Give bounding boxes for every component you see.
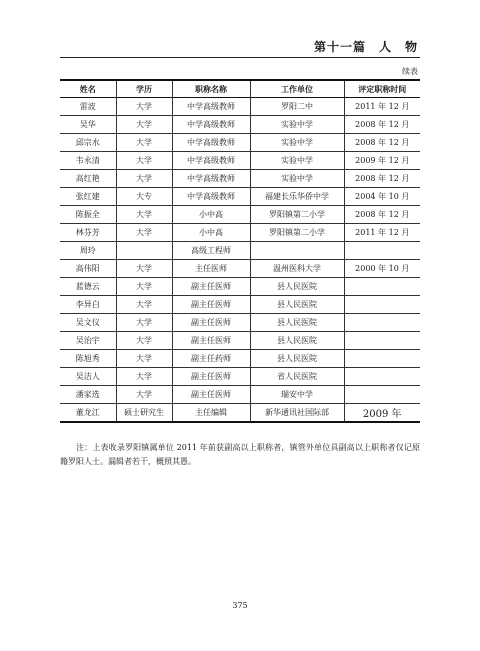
column-header-employer: 工作单位 xyxy=(250,80,344,98)
cell-employer: 实验中学 xyxy=(250,152,344,170)
cell-employer: 实验中学 xyxy=(250,134,344,152)
cell-education: 大学 xyxy=(116,224,172,242)
cell-name: 吴治宇 xyxy=(60,332,116,350)
table-row xyxy=(60,152,420,170)
table-row xyxy=(60,134,420,152)
table-row xyxy=(60,314,420,332)
cell-education: 大学 xyxy=(116,386,172,404)
cell-name: 高伟阳 xyxy=(60,260,116,278)
cell-education: 大学 xyxy=(116,296,172,314)
cell-name: 陈振全 xyxy=(60,206,116,224)
cell-name: 雷波 xyxy=(60,98,116,116)
cell-title: 副主任医师 xyxy=(172,332,250,350)
cell-title: 中学高级教师 xyxy=(172,116,250,134)
cell-date xyxy=(344,350,420,368)
cell-title: 中学高级教师 xyxy=(172,152,250,170)
cell-education: 硕士研究生 xyxy=(116,404,172,423)
cell-employer: 实验中学 xyxy=(250,170,344,188)
cell-name: 吴文仪 xyxy=(60,314,116,332)
cell-date: 2011 年 12 月 xyxy=(344,98,420,116)
cell-name: 陈旭秀 xyxy=(60,350,116,368)
continued-label: 续表 xyxy=(402,67,418,76)
table-row xyxy=(60,116,420,134)
cell-name: 林芬芳 xyxy=(60,224,116,242)
cell-date: 2008 年 12 月 xyxy=(344,206,420,224)
personnel-table xyxy=(60,79,420,423)
cell-education xyxy=(116,242,172,260)
cell-date: 2008 年 12 月 xyxy=(344,116,420,134)
cell-education: 大学 xyxy=(116,170,172,188)
cell-employer: 瑞安中学 xyxy=(250,386,344,404)
cell-name: 周玲 xyxy=(60,242,116,260)
cell-date: 2000 年 10 月 xyxy=(344,260,420,278)
table-row xyxy=(60,242,420,260)
cell-name: 邱宗水 xyxy=(60,134,116,152)
table-row xyxy=(60,224,420,242)
cell-education: 大专 xyxy=(116,188,172,206)
column-header-education: 学历 xyxy=(116,80,172,98)
cell-education: 大学 xyxy=(116,152,172,170)
cell-education: 大学 xyxy=(116,206,172,224)
cell-name: 张红建 xyxy=(60,188,116,206)
table-row xyxy=(60,206,420,224)
table-row xyxy=(60,98,420,116)
cell-date: 2009 年 12 月 xyxy=(344,152,420,170)
cell-title: 小中高 xyxy=(172,224,250,242)
cell-date: 2004 年 10 月 xyxy=(344,188,420,206)
cell-title: 主任医师 xyxy=(172,260,250,278)
column-header-date: 评定职称时间 xyxy=(344,80,420,98)
cell-date xyxy=(344,296,420,314)
cell-title: 高级工程师 xyxy=(172,242,250,260)
cell-title: 副主任医师 xyxy=(172,296,250,314)
table-row xyxy=(60,170,420,188)
cell-name: 潘家选 xyxy=(60,386,116,404)
table-row xyxy=(60,260,420,278)
cell-title: 副主任医师 xyxy=(172,386,250,404)
cell-date xyxy=(344,368,420,386)
cell-name: 高红艳 xyxy=(60,170,116,188)
cell-date xyxy=(344,386,420,404)
chapter-title: 第十一篇 人 物 xyxy=(313,40,418,54)
cell-employer: 县人民医院 xyxy=(250,332,344,350)
cell-date xyxy=(344,332,420,350)
cell-date xyxy=(344,314,420,332)
cell-employer: 温州医科大学 xyxy=(250,260,344,278)
cell-title: 中学高级教师 xyxy=(172,188,250,206)
cell-education: 大学 xyxy=(116,350,172,368)
table-header-row xyxy=(60,80,420,98)
cell-name: 李异白 xyxy=(60,296,116,314)
cell-name: 董龙江 xyxy=(60,404,116,423)
cell-employer: 省人民医院 xyxy=(250,368,344,386)
cell-name: 韦永清 xyxy=(60,152,116,170)
cell-employer: 罗阳二中 xyxy=(250,98,344,116)
cell-education: 大学 xyxy=(116,98,172,116)
cell-employer: 县人民医院 xyxy=(250,314,344,332)
cell-education: 大学 xyxy=(116,116,172,134)
cell-education: 大学 xyxy=(116,260,172,278)
table-row xyxy=(60,368,420,386)
cell-employer xyxy=(250,242,344,260)
cell-date: 2008 年 12 月 xyxy=(344,170,420,188)
column-header-name: 姓名 xyxy=(60,80,116,98)
cell-education: 大学 xyxy=(116,278,172,296)
table-row xyxy=(60,278,420,296)
cell-employer: 县人民医院 xyxy=(250,278,344,296)
cell-employer: 县人民医院 xyxy=(250,350,344,368)
cell-employer: 新华通讯社国际部 xyxy=(250,404,344,423)
cell-date: 2011 年 12 月 xyxy=(344,224,420,242)
cell-education: 大学 xyxy=(116,368,172,386)
table-footnote: 注：上表收录罗阳镇属单位 2011 年前获副高以上职称者，镇管外单位具副高以上职称者仅记原籍罗阳人士。漏辑者若干，概照其愚。 xyxy=(60,443,420,466)
cell-date xyxy=(344,278,420,296)
cell-date: 2009 年 xyxy=(344,404,420,423)
cell-title: 副主任医师 xyxy=(172,314,250,332)
cell-title: 副主任医师 xyxy=(172,368,250,386)
page-number: 375 xyxy=(232,601,248,610)
cell-title: 中学高级教师 xyxy=(172,170,250,188)
cell-title: 主任编辑 xyxy=(172,404,250,423)
cell-employer: 实验中学 xyxy=(250,116,344,134)
cell-name: 吴洁人 xyxy=(60,368,116,386)
page-header xyxy=(60,36,420,58)
table-row xyxy=(60,188,420,206)
table-row xyxy=(60,404,420,423)
cell-education: 大学 xyxy=(116,332,172,350)
cell-title: 副主任医师 xyxy=(172,278,250,296)
cell-employer: 罗阳镇第二小学 xyxy=(250,224,344,242)
table-row xyxy=(60,332,420,350)
cell-title: 中学高级教师 xyxy=(172,134,250,152)
column-header-title: 职称名称 xyxy=(172,80,250,98)
cell-employer: 福建长乐华侨中学 xyxy=(250,188,344,206)
table-row xyxy=(60,296,420,314)
cell-title: 副主任药师 xyxy=(172,350,250,368)
cell-employer: 县人民医院 xyxy=(250,296,344,314)
cell-education: 大学 xyxy=(116,314,172,332)
cell-title: 小中高 xyxy=(172,206,250,224)
cell-name: 蓝德云 xyxy=(60,278,116,296)
table-row xyxy=(60,350,420,368)
cell-employer: 罗阳镇第二小学 xyxy=(250,206,344,224)
cell-title: 中学高级教师 xyxy=(172,98,250,116)
cell-date: 2008 年 12 月 xyxy=(344,134,420,152)
table-row xyxy=(60,386,420,404)
cell-date xyxy=(344,242,420,260)
cell-name: 吴华 xyxy=(60,116,116,134)
cell-education: 大学 xyxy=(116,134,172,152)
